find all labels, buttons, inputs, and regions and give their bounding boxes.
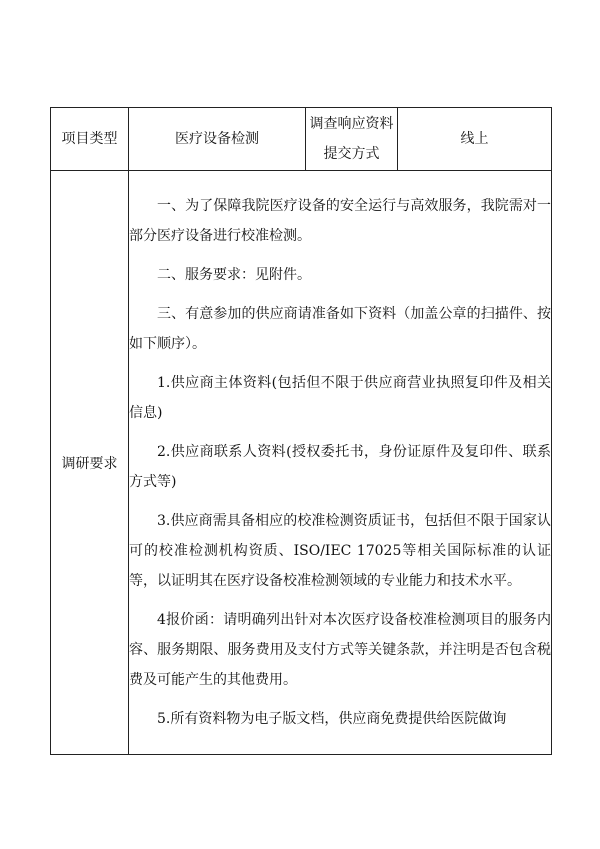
requirement-paragraph: 三、有意参加的供应商请准备如下资料（加盖公章的扫描件、按如下顺序）。	[129, 305, 551, 352]
project-type-value: 医疗设备检测	[129, 108, 306, 171]
submission-method-value: 线上	[398, 108, 552, 171]
header-row	[51, 108, 552, 171]
requirement-paragraph: 二、服务要求：见附件。	[157, 266, 311, 283]
requirement-paragraph: 3.供应商需具备相应的校准检测资质证书，包括但不限于国家认可的校准检测机构资质、ISO/IEC 17025等相关国际标准的认证等，以证明其在医疗设备校准检测领域的专业能力和技术水平。	[129, 512, 551, 589]
requirement-paragraph: 2.供应商联系人资料(授权委托书，身份证原件及复印件、联系方式等)	[129, 443, 551, 490]
requirements-table	[50, 107, 552, 755]
requirement-paragraph: 一、为了保障我院医疗设备的安全运行与高效服务，我院需对一部分医疗设备进行校准检测。	[129, 197, 551, 244]
requirement-paragraph: 4报价函：请明确列出针对本次医疗设备校准检测项目的服务内容、服务期限、服务费用及支付方式等关键条款，并注明是否包含税费及可能产生的其他费用。	[129, 611, 551, 688]
requirement-paragraph: 1.供应商主体资料(包括但不限于供应商营业执照复印件及相关信息)	[129, 374, 551, 421]
submission-method-label: 调查响应资料提交方式	[306, 108, 398, 171]
requirements-row	[51, 171, 552, 755]
requirements-content	[129, 171, 552, 755]
requirement-paragraph: 5.所有资料物为电子版文档，供应商免费提供给医院做询	[157, 710, 507, 727]
project-type-label: 项目类型	[51, 108, 129, 171]
requirements-label: 调研要求	[51, 171, 129, 755]
